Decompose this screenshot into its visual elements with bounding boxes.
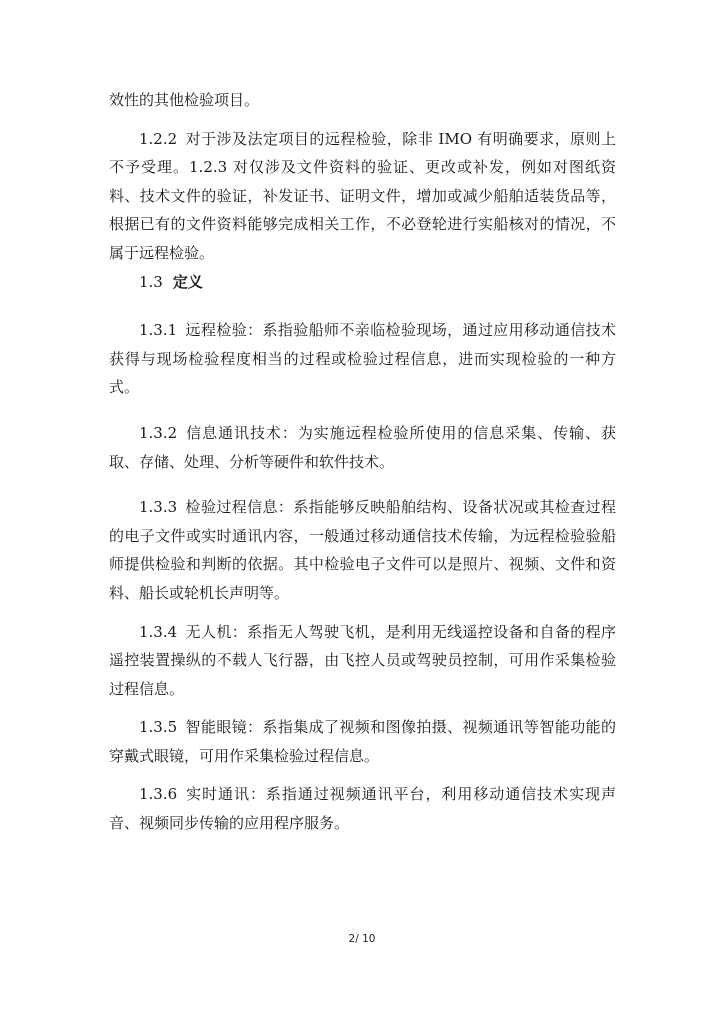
clause-number: 1.3.3	[139, 498, 178, 517]
clause-text: 对于涉及法定项目的远程检验，除非 IMO 有明确要求，原则上不予受理。1.2.3 对仅涉及文件资料的验证、更改或补发，例如对图纸资料、技术文件的验证，补发证书、证明文件，增加或减少船舶适装货品等，根据已有的文件资料能够完成相关工作，不必登轮进行实船核对的情况，不属于远程检验。	[109, 129, 616, 262]
clause-number: 1.3.6	[139, 785, 178, 804]
clause-1-3-2	[109, 419, 616, 476]
clause-text: 远程检验：系指验船师不亲临检验现场，通过应用移动通信技术获得与现场检验程度相当的过程或检验过程信息，进而实现检验的一种方式。	[109, 321, 616, 397]
clause-text: 智能眼镜：系指集成了视频和图像拍摄、视频通讯等智能功能的穿戴式眼镜，可用作采集检验过程信息。	[109, 718, 616, 765]
clause-1-3-3	[109, 493, 616, 607]
clause-number: 1.3.4	[139, 622, 178, 641]
clause-number: 1.2.2	[139, 129, 178, 148]
section-heading-1-3	[109, 268, 616, 297]
clause-text: 实时通讯：系指通过视频通讯平台，利用移动通信技术实现声音、视频同步传输的应用程序服务。	[109, 785, 616, 833]
clause-1-3-1	[109, 316, 616, 402]
clause-number: 1.3.5	[139, 718, 178, 737]
document-body	[109, 86, 616, 838]
section-number: 1.3	[139, 272, 163, 291]
clause-1-3-5	[109, 713, 616, 770]
clause-text: 检验过程信息：系指能够反映船舶结构、设备状况或其检查过程的电子文件或实时通讯内容，一般通过移动通信技术传输，为远程检验验船师提供检验和判断的依据。其中检验电子文件可以是照片、视频、文件和资料、船长或轮机长声明等。	[109, 498, 616, 602]
page-number: 2/ 10	[348, 933, 376, 945]
clause-text: 信息通讯技术：为实施远程检验所使用的信息采集、传输、获取、存储、处理、分析等硬件和软件技术。	[109, 423, 616, 471]
clause-number: 1.3.2	[139, 423, 178, 442]
clause-1-2-2	[109, 125, 616, 268]
clause-number: 1.3.1	[139, 321, 178, 340]
clause-text: 无人机：系指无人驾驶飞机，是利用无线遥控设备和自备的程序遥控装置操纵的不载人飞行器，由飞控人员或驾驶员控制，可用作采集检验过程信息。	[109, 622, 616, 698]
clause-1-3-4	[109, 618, 616, 704]
section-title: 定义	[172, 272, 203, 291]
paragraph-continuation: 效性的其他检验项目。	[109, 91, 260, 109]
clause-1-3-6	[109, 780, 616, 837]
